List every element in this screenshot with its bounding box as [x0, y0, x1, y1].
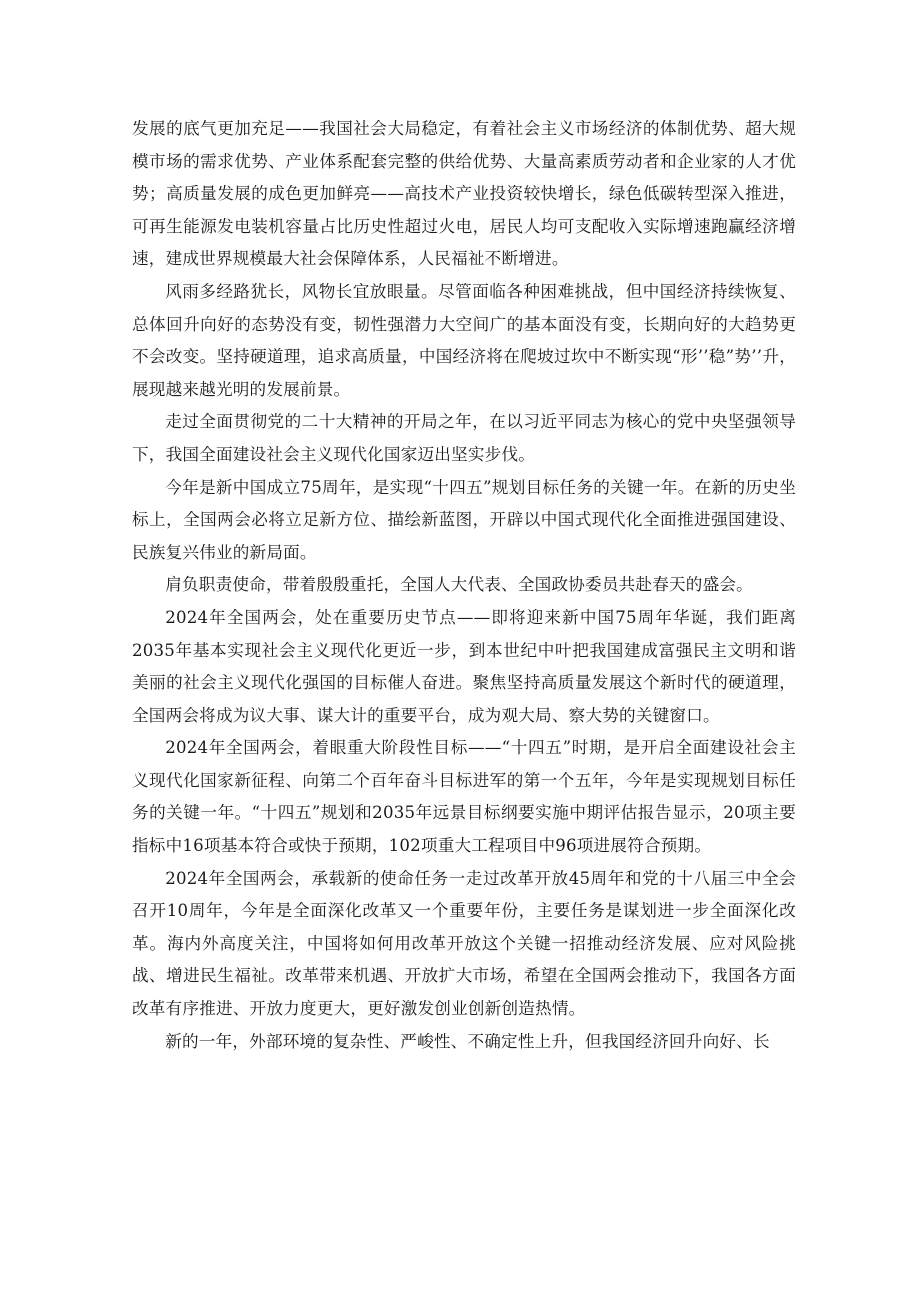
paragraph-5: 肩负职责使命，带着殷殷重托，全国人大代表、全国政协委员共赴春天的盛会。 — [165, 575, 753, 595]
paragraph-4: 今年是新中国成立75周年，是实现“十四五”规划目标任务的关键一年。在新的历史坐标上，全国两会必将立足新方位、描绘新蓝图，开辟以中国式现代化全面推进强国建设、民族复兴伟业的新局面。 — [132, 477, 796, 562]
paragraph-1: 发展的底气更加充足——我国社会大局稳定，有着社会主义市场经济的体制优势、超大规模市场的需求优势、产业体系配套完整的供给优势、大量高素质劳动者和企业家的人才优势；高质量发展的成色更加鲜亮——高技术产业投资较快增长，绿色低碳转型深入推进，可再生能源发电装机容量占比历史性超过火电，居民人均可支配收入实际增速跑赢经济增速，建成世界规模最大社会保障体系，人民福祉不断增进。 — [132, 119, 796, 269]
document-body — [132, 113, 796, 1058]
paragraph-3: 走过全面贯彻党的二十大精神的开局之年，在以习近平同志为核心的党中央坚强领导下，我国全面建设社会主义现代化国家迈出坚实步伐。 — [132, 412, 796, 464]
paragraph-7: 2024年全国两会，着眼重大阶段性目标——“十四五”时期，是开启全面建设社会主义现代化国家新征程、向第二个百年奋斗目标进军的第一个五年，今年是实现规划目标任务的关键一年。“十四五”规划和2035年远景目标纲要实施中期评估报告显示，20项主要指标中16项基本符合或快于预期，102项重大工程项目中96项进展符合预期。 — [132, 738, 796, 856]
paragraph-9: 新的一年，外部环境的复杂性、严峻性、不确定性上升，但我国经济回升向好、长 — [165, 1031, 770, 1051]
paragraph-8: 2024年全国两会，承载新的使命任务一走过改革开放45周年和党的十八届三中全会召开10周年，今年是全面深化改革又一个重要年份，主要任务是谋划进一步全面深化改革。海内外高度关注，中国将如何用改革开放这个关键一招推动经济发展、应对风险挑战、增进民生福祉。改革带来机遇、开放扩大市场，希望在全国两会推动下，我国各方面改革有序推进、开放力度更大，更好激发创业创新创造热情。 — [132, 868, 796, 1019]
paragraph-2: 风雨多经路犹长，风物长宜放眼量。尽管面临各种困难挑战，但中国经济持续恢复、总体回升向好的态势没有变，韧性强潜力大空间广的基本面没有变，长期向好的大趋势更不会改变。坚持硬道理，追求高质量，中国经济将在爬坡过坎中不断实现“形’’稳”势’’升，展现越来越光明的发展前景。 — [132, 281, 796, 399]
paragraph-6: 2024年全国两会，处在重要历史节点——即将迎来新中国75周年华诞，我们距离2035年基本实现社会主义现代化更近一步，到本世纪中叶把我国建成富强民主文明和谐美丽的社会主义现代化强国的目标催人奋进。聚焦坚持高质量发展这个新时代的硬道理，全国两会将成为议大事、谋大计的重要平台，成为观大局、察大势的关键窗口。 — [132, 607, 796, 725]
